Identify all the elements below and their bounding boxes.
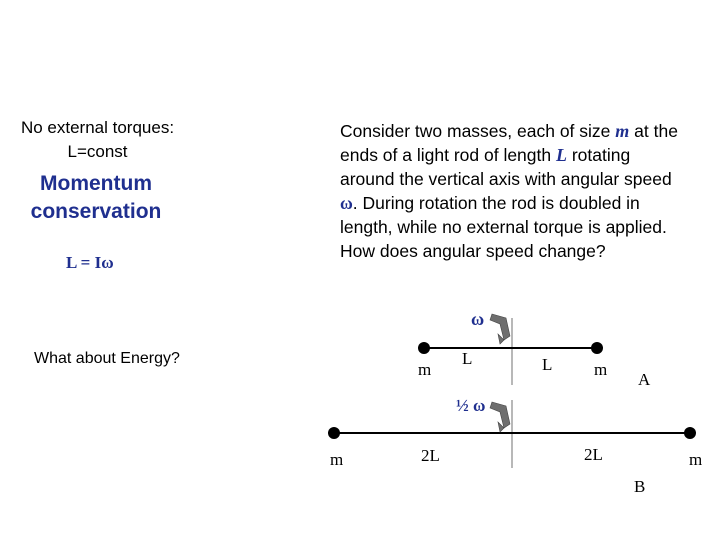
- top-omega-label: ω: [471, 309, 485, 329]
- bottom-mass-left-label: m: [330, 450, 344, 469]
- left-title-line1: No external torques:: [20, 118, 175, 137]
- bottom-length-left-label: 2L: [421, 446, 440, 465]
- problem-var-L: L: [555, 145, 567, 165]
- bottom-length-right-label: 2L: [584, 445, 603, 464]
- momentum-heading-line2: conservation: [30, 200, 162, 223]
- left-title-line2: L=const: [67, 142, 128, 161]
- energy-question: What about Energy?: [34, 350, 180, 367]
- problem-text-3: rotating around the vertical axis with angular speed: [340, 145, 672, 189]
- problem-var-omega: ω: [340, 193, 353, 213]
- bottom-omega-label: ½ ω: [456, 396, 486, 415]
- problem-text-1: Consider two masses, each of size: [340, 121, 616, 141]
- angular-momentum-formula: L = Iω: [66, 253, 114, 272]
- top-mass-left-label: m: [418, 360, 432, 379]
- problem-text-2: at the ends of a light rod of length: [340, 121, 678, 165]
- case-b-label: B: [634, 477, 646, 496]
- problem-var-m: m: [615, 121, 630, 141]
- bottom-mass-left: [328, 427, 340, 439]
- top-rotation-arrow-icon: [490, 314, 510, 344]
- momentum-heading-line1: Momentum: [40, 172, 152, 195]
- top-length-right-label: L: [542, 355, 553, 374]
- top-mass-right: [591, 342, 603, 354]
- top-mass-right-label: m: [594, 360, 608, 379]
- top-length-left-label: L: [462, 349, 473, 368]
- case-a-label: A: [638, 370, 651, 389]
- bottom-mass-right-label: m: [689, 450, 703, 469]
- bottom-mass-right: [684, 427, 696, 439]
- problem-text-4: . During rotation the rod is doubled in length, while no external torque is applied. How does angular speed change?: [340, 193, 667, 261]
- top-mass-left: [418, 342, 430, 354]
- bottom-rotation-arrow-icon: [490, 402, 510, 432]
